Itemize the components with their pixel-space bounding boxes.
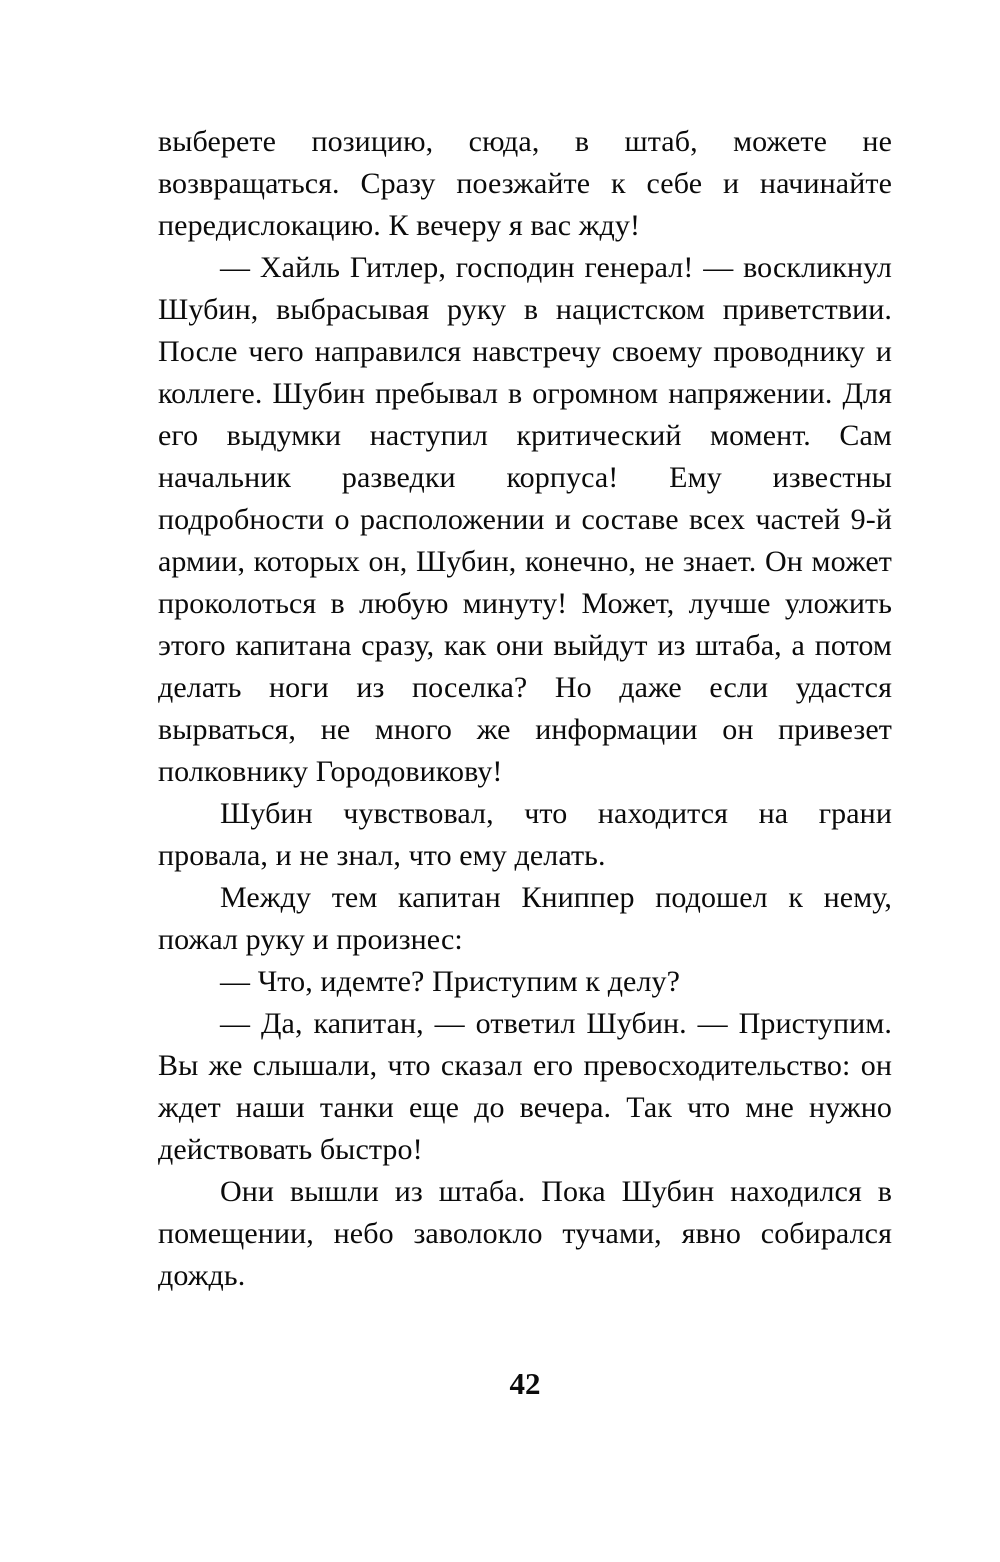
paragraph: Шубин чувствовал, что находится на грани провала, и не знал, что ему делать.	[158, 797, 892, 872]
paragraph: Они вышли из штаба. Пока Шубин находился в помещении, небо заволокло тучами, явно собирался дождь.	[158, 1175, 892, 1292]
paragraph: выберете позицию, сюда, в штаб, можете не возвращаться. Сразу поезжайте к себе и начинайте передислокацию. К вечеру я вас жду!	[158, 125, 892, 242]
page-number: 42	[509, 1366, 541, 1401]
text-column	[158, 121, 892, 1297]
paragraph: — Хайль Гитлер, господин генерал! — воскликнул Шубин, выбрасывая руку в нацистском приветствии. После чего направился навстречу своему проводнику и коллеге. Шубин пребывал в огромном напряжении. Для его выдумки наступил критический момент. Сам начальник разведки корпуса! Ему известны подробности о расположении и составе всех частей 9-й армии, которых он, Шубин, конечно, не знает. Он может проколоться в любую минуту! Может, лучше уложить этого капитана сразу, как они выйдут из штаба, а потом делать ноги из поселка? Но даже если удастся вырваться, не много же информации он привезет полковнику Городовикову!	[158, 251, 892, 788]
paragraph: — Что, идемте? Приступим к делу?	[220, 965, 681, 998]
paragraph: Между тем капитан Книппер подошел к нему, пожал руку и произнес:	[158, 881, 892, 956]
paragraph: — Да, капитан, — ответил Шубин. — Приступим. Вы же слышали, что сказал его превосходительство: он ждет наши танки еще до вечера. Так что мне нужно действовать быстро!	[158, 1007, 892, 1166]
